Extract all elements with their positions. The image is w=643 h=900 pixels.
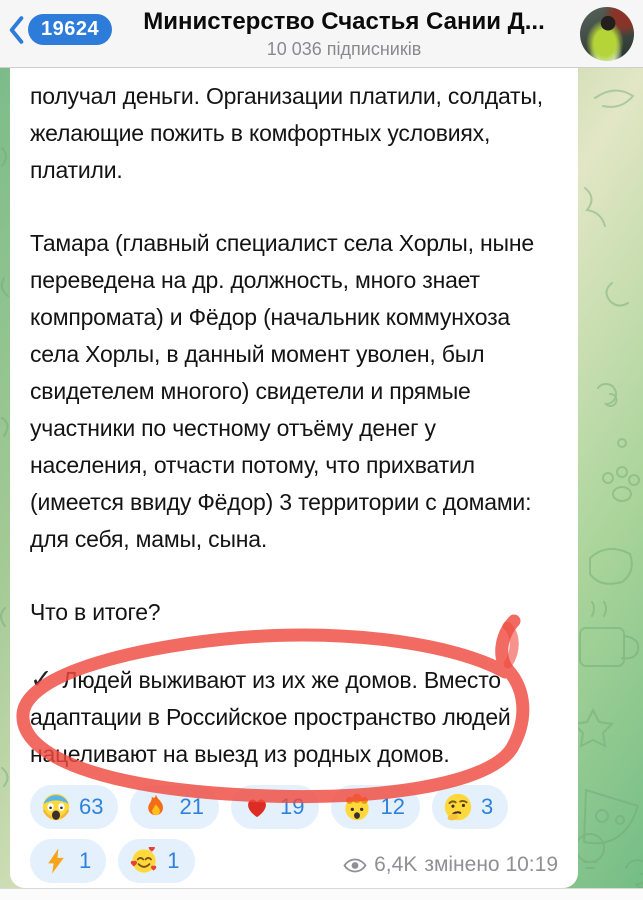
message-paragraph-3: Что в итоге? <box>30 599 161 625</box>
subscriber-count: 10 036 підписників <box>266 39 422 59</box>
mug-doodle <box>580 602 638 666</box>
reactions-row-2 <box>30 839 558 883</box>
check-mark-icon: ✓ <box>30 664 53 694</box>
message-paragraph-2: Тамара (главный специалист села Хорлы, ныне переведена на др. должность, много знает компромата) и Фёдор (начальник коммунхоза села Хорлы, в данный момент уволен, был свидетелем многого) свидетели и прямые участники по честному отъёму денег у населения, отчасти потому, что прихватил (имеется ввиду Фёдор) 3 территории с домами: для себя, мамы, сына. <box>30 230 534 552</box>
pizza-doodle <box>584 790 638 843</box>
channel-title-block[interactable] <box>120 8 568 60</box>
hearts-face-emoji-icon <box>130 847 158 875</box>
reaction-count: 12 <box>380 794 405 819</box>
reaction-hearts-face[interactable] <box>118 839 194 883</box>
reaction-exploding-head[interactable] <box>331 785 419 829</box>
reaction-count: 21 <box>179 794 204 819</box>
lightning-emoji-icon <box>42 847 70 875</box>
reaction-fire[interactable] <box>130 785 218 829</box>
reaction-lightning[interactable] <box>30 839 106 883</box>
message-text-block <box>30 78 558 773</box>
unread-count-badge: 19624 <box>28 14 112 45</box>
reaction-heart[interactable] <box>231 785 319 829</box>
thinking-emoji-icon <box>444 793 472 821</box>
heart-emoji-icon <box>243 793 271 821</box>
paw-doodle <box>603 467 639 501</box>
reaction-count: 3 <box>480 794 494 819</box>
fire-emoji-icon <box>142 793 170 821</box>
channel-title: Министерство Счастья Сании Д... <box>143 8 545 35</box>
views-count: 6,4K <box>374 853 418 876</box>
back-chevron-icon <box>8 16 24 44</box>
message-meta <box>343 853 558 883</box>
message-paragraph-circled <box>30 661 558 773</box>
circled-text: Людей выживают из их же домов. Вместо адаптации в Российское пространство людей нацеливают на выезд из родных домов. <box>30 667 511 767</box>
reaction-scream[interactable] <box>30 785 118 829</box>
reaction-count: 1 <box>167 848 180 873</box>
scream-emoji-icon <box>42 793 70 821</box>
exploding-head-emoji-icon <box>343 793 371 821</box>
reaction-count: 1 <box>79 848 92 873</box>
reaction-count: 19 <box>279 794 305 819</box>
edited-timestamp: змінено 10:19 <box>424 853 558 876</box>
message-bubble <box>10 68 578 888</box>
reactions-row-1 <box>30 785 558 829</box>
views-eye-icon <box>343 857 367 874</box>
bulb-doodle <box>576 834 604 868</box>
channel-avatar[interactable] <box>580 7 634 61</box>
message-paragraph-1: получал деньги. Организации платили, солдаты, желающие пожить в комфортных условиях, платили. <box>30 83 543 183</box>
back-button[interactable] <box>8 14 112 45</box>
bottom-strip <box>0 888 643 900</box>
reaction-thinking[interactable] <box>432 785 508 829</box>
chat-header <box>0 0 643 68</box>
reaction-count: 63 <box>79 794 104 819</box>
